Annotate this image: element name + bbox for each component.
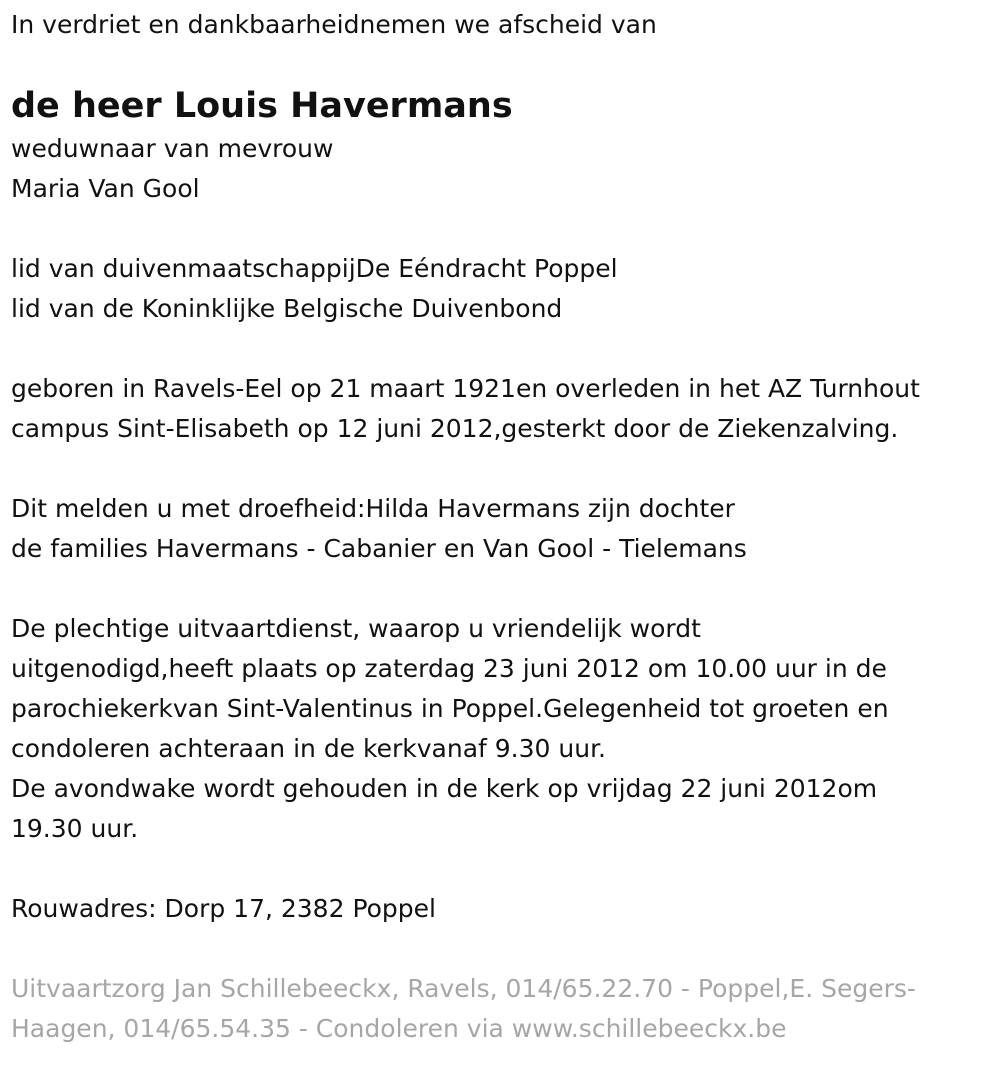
- service-line: De plechtige uitvaartdienst, waarop u vriendelijk wordt: [11, 614, 701, 643]
- service-line: uitgenodigd,heeft plaats op zaterdag 23 juni 2012 om 10.00 uur in de: [11, 654, 887, 683]
- intro-text: In verdriet en dankbaarheidnemen we afscheid van: [11, 10, 657, 39]
- mourning-address: Rouwadres: Dorp 17, 2382 Poppel: [11, 894, 436, 923]
- spouse-section: [11, 129, 986, 209]
- spouse-line: weduwnaar van mevrouw: [11, 134, 334, 163]
- footer-line: Haagen, 014/65.54.35 - Condoleren via www.schillebeeckx.be: [11, 1014, 787, 1043]
- obituary-notice: [11, 0, 986, 1049]
- announcers-section: [11, 489, 986, 569]
- spouse-name: Maria Van Gool: [11, 174, 200, 203]
- announcer-line: de families Havermans - Cabanier en Van Gool - Tielemans: [11, 534, 747, 563]
- announcer-line: Dit melden u met droefheid:Hilda Havermans zijn dochter: [11, 494, 735, 523]
- membership-line: lid van duivenmaatschappijDe Eéndracht Poppel: [11, 254, 618, 283]
- service-line: condoleren achteraan in de kerkvanaf 9.30 uur.: [11, 734, 606, 763]
- service-section: [11, 609, 986, 849]
- birth-death-line: campus Sint-Elisabeth op 12 juni 2012,gesterkt door de Ziekenzalving.: [11, 414, 899, 443]
- deceased-name: de heer Louis Havermans: [11, 86, 513, 126]
- life-section: [11, 369, 986, 449]
- memberships-section: [11, 249, 986, 329]
- birth-death-line: geboren in Ravels-Eel op 21 maart 1921en overleden in het AZ Turnhout: [11, 374, 920, 403]
- footer-line: Uitvaartzorg Jan Schillebeeckx, Ravels, 014/65.22.70 - Poppel,E. Segers-: [11, 974, 916, 1003]
- address-section: [11, 889, 986, 929]
- service-line: parochiekerkvan Sint-Valentinus in Poppel.Gelegenheid tot groeten en: [11, 694, 889, 723]
- funeral-home-footer: [11, 969, 986, 1049]
- wake-line: De avondwake wordt gehouden in de kerk op vrijdag 22 juni 2012om: [11, 774, 878, 803]
- wake-line: 19.30 uur.: [11, 814, 139, 843]
- membership-line: lid van de Koninklijke Belgische Duivenbond: [11, 294, 563, 323]
